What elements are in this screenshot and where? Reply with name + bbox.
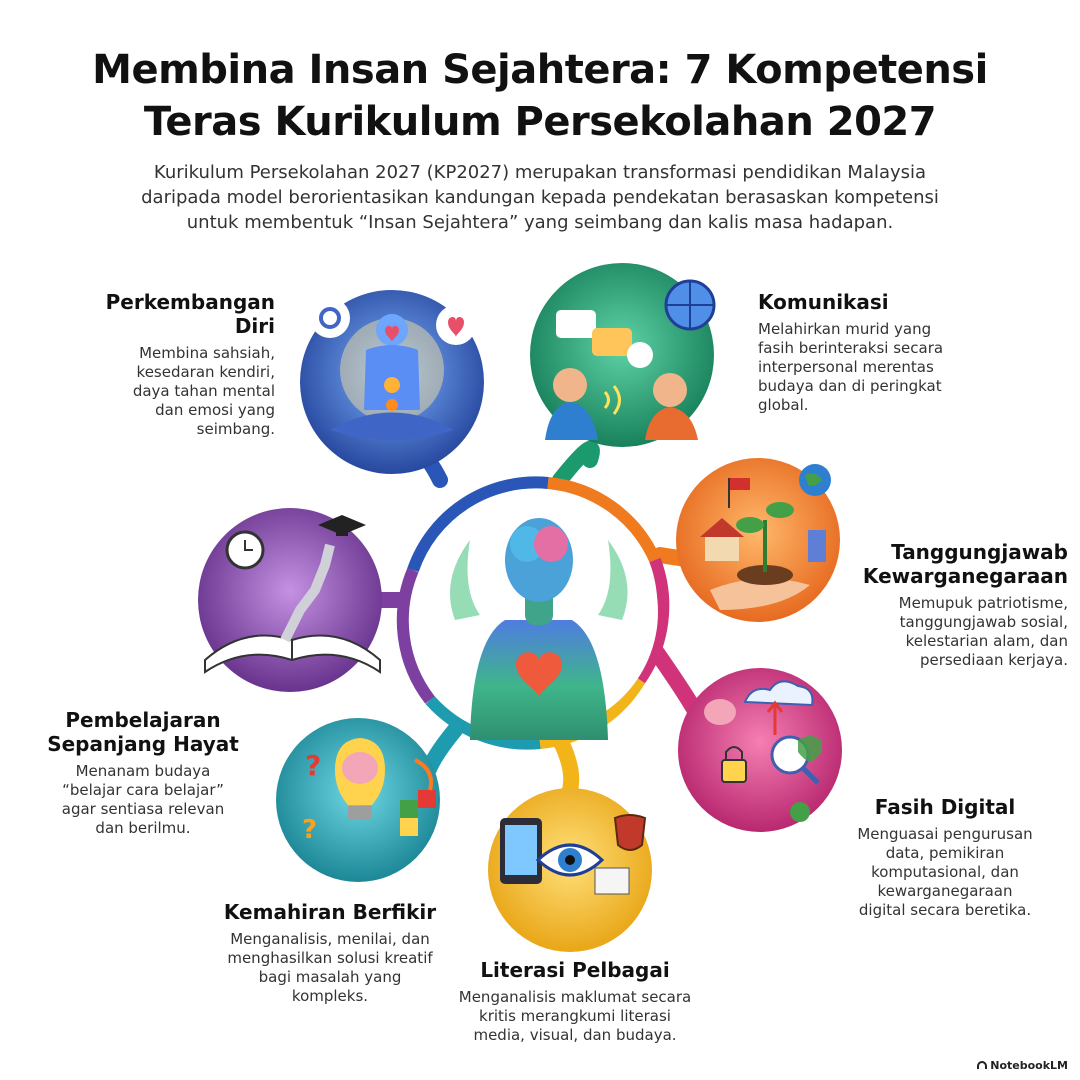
title-line-1: Membina Insan Sejahtera: 7 Kompetensi	[92, 47, 988, 93]
pembelajaran-sepanjang-hayat-illustration	[198, 508, 382, 692]
literasi-pelbagai-description: Menganalisis maklumat secara kritis merangkumi literasi media, visual, dan budaya.	[458, 988, 692, 1044]
fasih-digital-description: Menguasai pengurusan data, pemikiran komputasional, dan kewarganegaraan digital secara beretika.	[857, 825, 1033, 919]
komunikasi-illustration	[530, 263, 714, 447]
komunikasi-description: Melahirkan murid yang fasih berinteraksi secara interpersonal merentas budaya dan di peringkat global.	[758, 320, 944, 414]
kemahiran-berfikir-block	[190, 900, 470, 1006]
komunikasi-block	[758, 290, 1048, 415]
fasih-digital-title: Fasih Digital	[874, 795, 1016, 819]
notebooklm-logo: NotebookLM	[977, 1059, 1068, 1072]
notebooklm-icon	[977, 1061, 987, 1069]
tanggungjawab-kewarganegaraan-description: Memupuk patriotisme, tanggungjawab sosial, kelestarian alam, dan persediaan kerjaya.	[898, 594, 1068, 669]
tanggungjawab-kewarganegaraan-title: Tanggungjawab Kewarganegaraan	[862, 540, 1068, 588]
svg-text:?: ?	[305, 749, 322, 782]
intro-line: untuk membentuk “Insan Sejahtera” yang seimbang dan kalis masa hadapan.	[186, 212, 894, 233]
perkembangan-diri-illustration	[300, 290, 484, 474]
tanggungjawab-illustration	[676, 458, 840, 622]
intro-line: Kurikulum Persekolahan 2027 (KP2027) merupakan transformasi pendidikan Malaysia	[153, 162, 927, 183]
svg-text:?: ?	[302, 815, 318, 845]
title-line-2: Teras Kurikulum Persekolahan 2027	[143, 99, 937, 145]
tanggungjawab-kewarganegaraan-block	[818, 540, 1068, 670]
literasi-pelbagai-title: Literasi Pelbagai	[480, 958, 670, 982]
literasi-pelbagai-illustration	[488, 788, 652, 952]
fasih-digital-block	[830, 795, 1060, 920]
pembelajaran-sepanjang-hayat-description: Menanam budaya “belajar cara belajar” agar sentiasa relevan dan berilmu.	[61, 762, 225, 837]
literasi-pelbagai-block	[450, 958, 700, 1045]
kemahiran-berfikir-description: Menganalisis, menilai, dan menghasilkan solusi kreatif bagi masalah yang kompleks.	[227, 930, 433, 1005]
pembelajaran-sepanjang-hayat-block	[28, 708, 258, 838]
komunikasi-title: Komunikasi	[758, 290, 889, 314]
fasih-digital-illustration	[678, 668, 842, 832]
kemahiran-berfikir-title: Kemahiran Berfikir	[223, 900, 437, 924]
perkembangan-diri-title: Perkembangan Diri	[105, 290, 275, 338]
perkembangan-diri-block	[60, 290, 275, 439]
kemahiran-berfikir-illustration	[276, 718, 440, 882]
perkembangan-diri-description: Membina sahsiah, kesedaran kendiri, daya tahan mental dan emosi yang seimbang.	[132, 344, 275, 438]
pembelajaran-sepanjang-hayat-title: Pembelajaran Sepanjang Hayat	[47, 708, 239, 756]
intro-line: daripada model berorientasikan kandungan kepada pendekatan berasaskan kompetensi	[141, 187, 939, 208]
